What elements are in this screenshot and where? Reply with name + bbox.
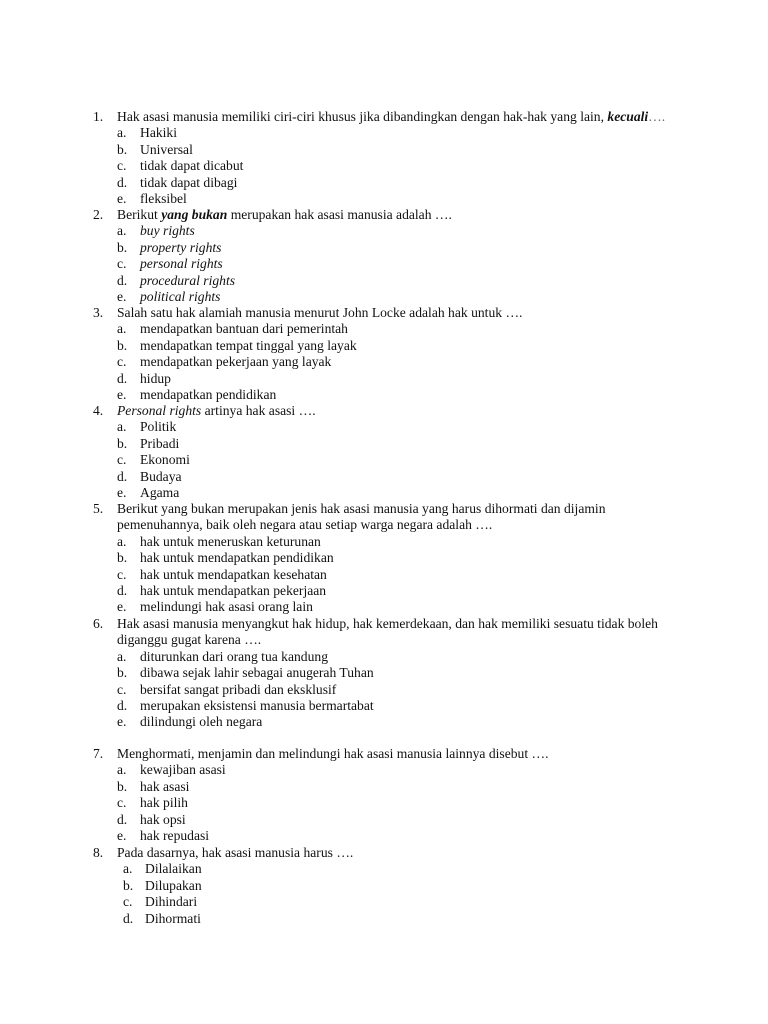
option-b: b. dibawa sejak lahir sebagai anugerah Tuhan: [117, 665, 374, 681]
option-c: c. Dihindari: [123, 894, 198, 910]
question-text: Personal rights artinya hak asasi ….: [117, 403, 316, 418]
option-a: a. Politik: [117, 419, 177, 435]
option-e: e. dilindungi oleh negara: [117, 714, 263, 730]
question-text: Hak asasi manusia memiliki ciri-ciri khusus jika dibandingkan dengan hak-hak yang lain, kecuali….: [117, 109, 666, 124]
option-c: c. tidak dapat dicabut: [117, 158, 244, 174]
option-a: a. diturunkan dari orang tua kandung: [117, 648, 328, 664]
emphasis-text: kecuali: [607, 109, 649, 124]
option-c: c. bersifat sangat pribadi dan eksklusif: [117, 681, 337, 697]
option-b: b. Dilupakan: [123, 877, 202, 893]
option-d: d. hak untuk mendapatkan pekerjaan: [117, 582, 327, 598]
option-b: b. hak asasi: [117, 778, 190, 794]
question-number: 6.: [93, 616, 104, 631]
option-e: e. melindungi hak asasi orang lain: [117, 599, 313, 615]
option-b: b. Pribadi: [117, 435, 180, 451]
option-d: d. hak opsi: [117, 811, 186, 827]
option-a: a. hak untuk meneruskan keturunan: [117, 533, 321, 549]
option-a: a. Dilalaikan: [123, 861, 202, 877]
option-e: e. political rights: [117, 288, 221, 304]
question-7: [0, 746, 768, 844]
option-b: b. hak untuk mendapatkan pendidikan: [117, 550, 334, 566]
option-c: c. mendapatkan pekerjaan yang layak: [117, 354, 332, 370]
question-6: [0, 616, 768, 731]
option-d: d. Budaya: [117, 468, 182, 484]
option-c: c. Ekonomi: [117, 452, 190, 468]
option-a: a. Hakiki: [117, 125, 177, 141]
option-e: e. mendapatkan pendidikan: [117, 386, 277, 402]
option-a: a. buy rights: [117, 223, 195, 239]
question-5: [0, 501, 768, 616]
option-c: c. hak untuk mendapatkan kesehatan: [117, 566, 327, 582]
option-e: e. fleksibel: [117, 190, 187, 206]
question-number: 7.: [93, 746, 104, 761]
question-text-line-2: diganggu gugat karena ….: [117, 632, 262, 648]
question-8: [0, 845, 768, 927]
option-b: b. mendapatkan tempat tinggal yang layak: [117, 337, 357, 353]
option-d: d. merupakan eksistensi manusia bermartabat: [117, 697, 374, 713]
option-e: e. hak repudasi: [117, 827, 210, 843]
question-number: 5.: [93, 501, 104, 516]
option-b: b. Universal: [117, 141, 193, 157]
question-3: [0, 305, 768, 403]
question-number: 2.: [93, 207, 104, 222]
emphasis-text: yang bukan: [161, 207, 228, 222]
option-e: e. Agama: [117, 484, 180, 500]
option-d: d. hidup: [117, 370, 171, 386]
question-text-line-1: Hak asasi manusia menyangkut hak hidup, hak kemerdekaan, dan hak memiliki sesuatu tidak boleh: [117, 616, 658, 631]
question-text-line-2: pemenuhannya, baik oleh negara atau setiap warga negara adalah ….: [117, 517, 493, 533]
option-c: c. hak pilih: [117, 795, 188, 811]
option-c: c. personal rights: [117, 256, 223, 272]
option-d: d. tidak dapat dibagi: [117, 174, 238, 190]
question-text: Pada dasarnya, hak asasi manusia harus ….: [117, 845, 354, 860]
question-text-line-1: Berikut yang bukan merupakan jenis hak asasi manusia yang harus dihormati dan dijamin: [117, 501, 606, 516]
question-number: 4.: [93, 403, 104, 418]
question-4: [0, 403, 768, 501]
option-b: b. property rights: [117, 239, 222, 255]
question-number: 8.: [93, 845, 104, 860]
question-text: Berikut yang bukan merupakan hak asasi manusia adalah ….: [117, 207, 452, 222]
question-2: [0, 207, 768, 305]
question-1: [0, 109, 768, 207]
option-d: d. procedural rights: [117, 272, 236, 288]
question-text: Salah satu hak alamiah manusia menurut John Locke adalah hak untuk ….: [117, 305, 523, 320]
option-a: a. mendapatkan bantuan dari pemerintah: [117, 321, 348, 337]
question-number: 3.: [93, 305, 104, 320]
option-d: d. Dihormati: [123, 910, 201, 926]
option-a: a. kewajiban asasi: [117, 762, 226, 778]
question-number: 1.: [93, 109, 104, 124]
question-text: Menghormati, menjamin dan melindungi hak asasi manusia lainnya disebut ….: [117, 746, 549, 761]
